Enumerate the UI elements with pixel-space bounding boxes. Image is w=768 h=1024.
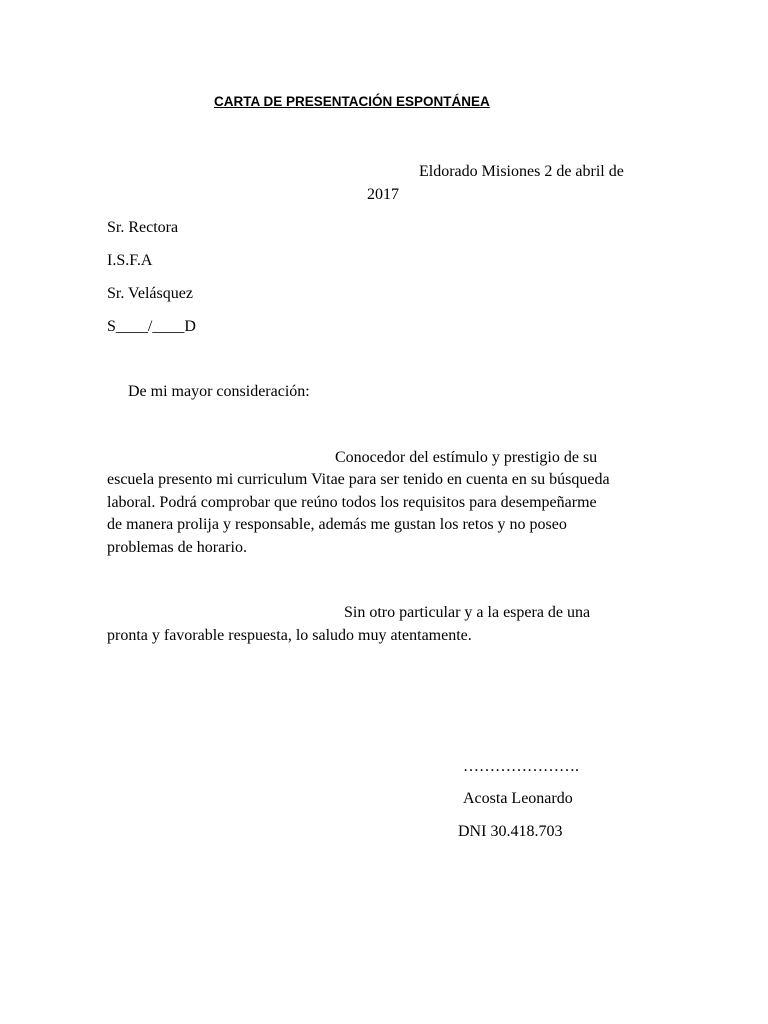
signature-dni: DNI 30.418.703 <box>458 823 563 840</box>
signature-name: Acosta Leonardo <box>463 790 573 807</box>
recipient-line-1: Sr. Rectora <box>107 219 179 236</box>
body-paragraph-2-line-1: Sin otro particular y a la espera de una <box>344 604 591 621</box>
recipient-line-4: S____/____D <box>107 318 196 335</box>
body-paragraph-1-line-2: escuela presento mi curriculum Vitae para ser tenido en cuenta en su búsqueda <box>107 471 610 488</box>
recipient-line-3: Sr. Velásquez <box>107 285 193 302</box>
recipient-line-2: I.S.F.A <box>107 252 153 269</box>
body-paragraph-1-line-3: laboral. Podrá comprobar que reúno todos los requisitos para desempeñarme <box>107 494 597 511</box>
body-paragraph-1-line-5: problemas de horario. <box>107 539 247 556</box>
body-paragraph-1-line-4: de manera prolija y responsable, además me gustan los retos y no poseo <box>107 516 567 533</box>
greeting: De mi mayor consideración: <box>128 383 310 400</box>
signature-line: …………………. <box>463 758 579 775</box>
date-line-1: Eldorado Misiones 2 de abril de <box>419 163 624 180</box>
body-paragraph-1-line-1: Conocedor del estímulo y prestigio de su <box>335 449 598 466</box>
date-line-2: 2017 <box>367 186 399 203</box>
body-paragraph-2-line-2: pronta y favorable respuesta, lo saludo muy atentamente. <box>107 627 472 644</box>
letter-title: CARTA DE PRESENTACIÓN ESPONTÁNEA <box>214 94 490 109</box>
